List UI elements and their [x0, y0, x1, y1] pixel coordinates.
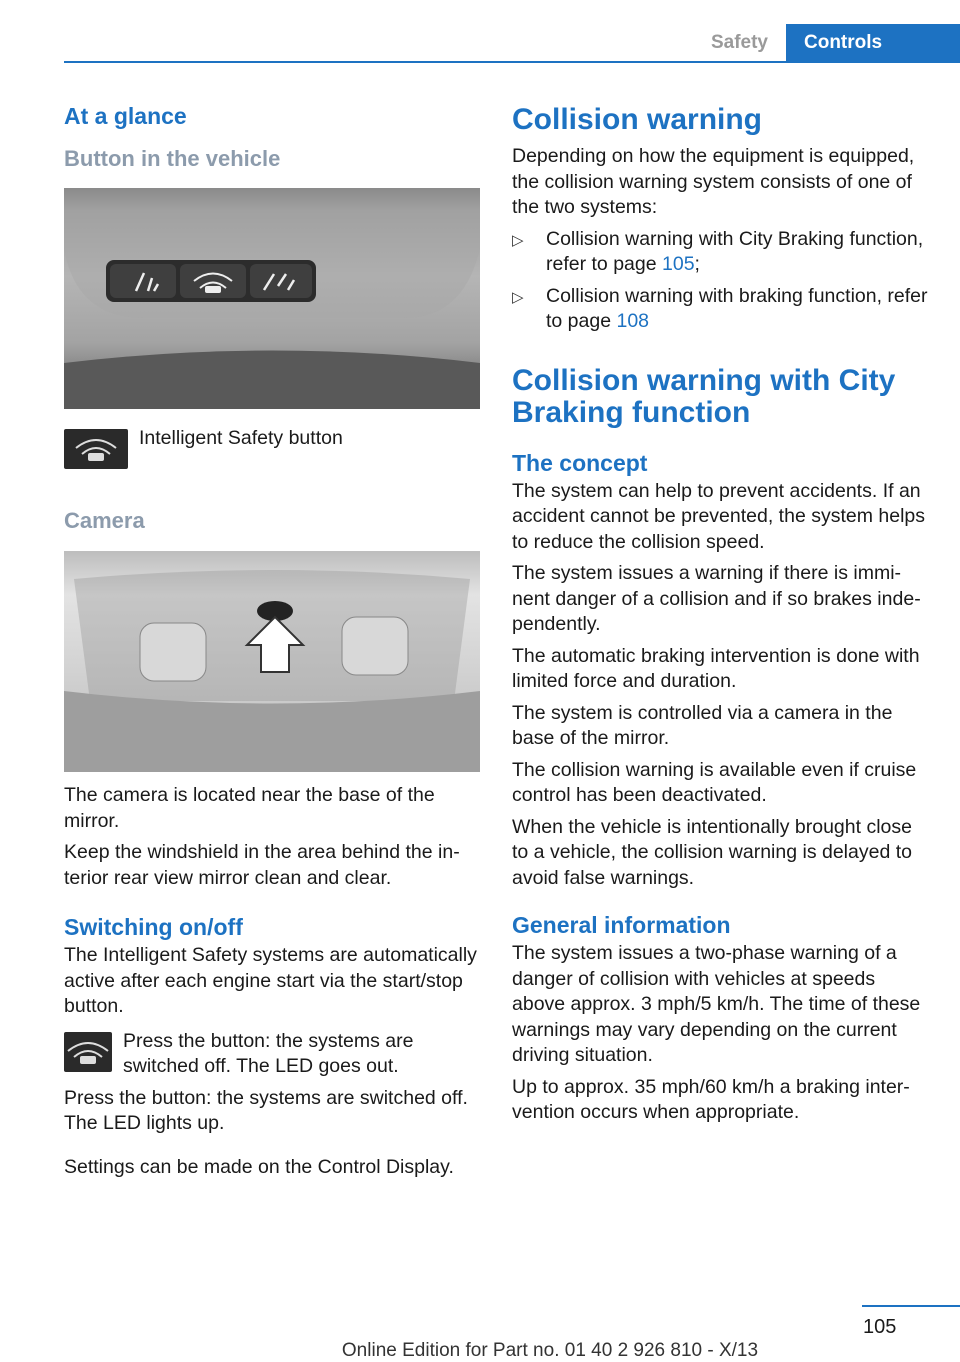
edition-footer: Online Edition for Part no. 01 40 2 926 810 - X/13	[341, 1340, 759, 1361]
settings-paragraph: Settings can be made on the Control Display.	[64, 1155, 454, 1178]
concept-paragraph-5: The collision warning is available even if cruise control has been deactivated.	[512, 758, 917, 806]
page-number: 105	[863, 1316, 897, 1338]
switching-heading: Switching on/off	[64, 914, 243, 940]
camera-heading: Camera	[64, 508, 145, 533]
vehicle-buttons-illustration	[64, 188, 480, 409]
footer-rule	[862, 1305, 960, 1307]
camera-paragraph-2: Keep the windshield in the area behind the interior rear view mirror clean and clear.	[64, 841, 460, 889]
vehicle-buttons-photo	[64, 188, 480, 409]
triangle-right-icon: ▷	[512, 288, 524, 306]
page-link-108[interactable]: 108	[616, 310, 650, 332]
press-off-paragraph: Press the button: the systems are switched off. The LED lights up.	[64, 1086, 468, 1134]
general-info-heading: General information	[512, 912, 731, 938]
concept-heading: The concept	[512, 449, 648, 476]
intelligent-safety-label: Intelligent Safety button	[139, 427, 343, 449]
left-column	[64, 96, 480, 1180]
camera-illustration	[64, 551, 480, 772]
concept-paragraph-3: The automatic braking intervention is done with limited force and duration.	[512, 644, 920, 692]
car-warning-arcs-icon	[64, 1032, 112, 1072]
collision-warning-heading: Collision warning	[512, 103, 763, 136]
concept-paragraph-4: The system is controlled via a camera in the base of the mirror.	[512, 701, 893, 749]
bullet-text: Collision warning with City Braking function, refer to page 105;	[546, 227, 924, 275]
press-off-row	[64, 1029, 480, 1080]
concept-paragraph-1: The system can help to prevent accidents. If an accident cannot be prevented, the system helps to reduce the collision speed.	[512, 479, 926, 553]
tab-safety[interactable]: Safety	[693, 24, 786, 62]
bullet-text: Collision warning with braking function, refer to page 108	[546, 284, 928, 332]
button-in-vehicle-heading: Button in the vehicle	[64, 146, 281, 171]
header-tabs	[693, 24, 960, 62]
collision-intro: Depending on how the equipment is equipped, the collision warning system consists of one of the two systems:	[512, 145, 915, 218]
triangle-right-icon: ▷	[512, 231, 524, 249]
tab-controls[interactable]: Controls	[786, 24, 960, 62]
at-a-glance-heading: At a glance	[64, 103, 187, 129]
intelligent-safety-row	[64, 429, 480, 469]
list-item	[512, 284, 932, 335]
general-paragraph-2: Up to approx. 35 mph/60 km/h a braking intervention occurs when appropriate.	[512, 1075, 910, 1123]
city-braking-heading: Collision warning with City Braking function	[512, 363, 896, 429]
switching-paragraph: The Intelligent Safety systems are automatically active after each engine start via the start/stop button.	[64, 944, 477, 1017]
press-off-text: Press the button: the systems are switched off. The LED goes out.	[123, 1029, 414, 1077]
right-column	[512, 96, 932, 1126]
car-warning-arcs-icon	[64, 429, 128, 469]
page-link-105[interactable]: 105	[662, 253, 695, 275]
camera-photo	[64, 551, 480, 772]
camera-paragraph-1: The camera is located near the base of the mirror.	[64, 784, 435, 832]
concept-paragraph-6: When the vehicle is intentionally brought close to a vehicle, the collision warning is delayed to avoid false warnings.	[512, 815, 912, 889]
concept-paragraph-2: The system issues a warning if there is imminent danger of a collision and if so brakes independently.	[512, 562, 921, 635]
list-item	[512, 227, 932, 278]
general-paragraph-1: The system issues a two-phase warning of a danger of collision with vehicles at speeds above approx. 3 mph/5 km/h. The time of these warnings may vary depending on the current driving situation.	[512, 942, 921, 1066]
header-rule	[64, 61, 960, 63]
